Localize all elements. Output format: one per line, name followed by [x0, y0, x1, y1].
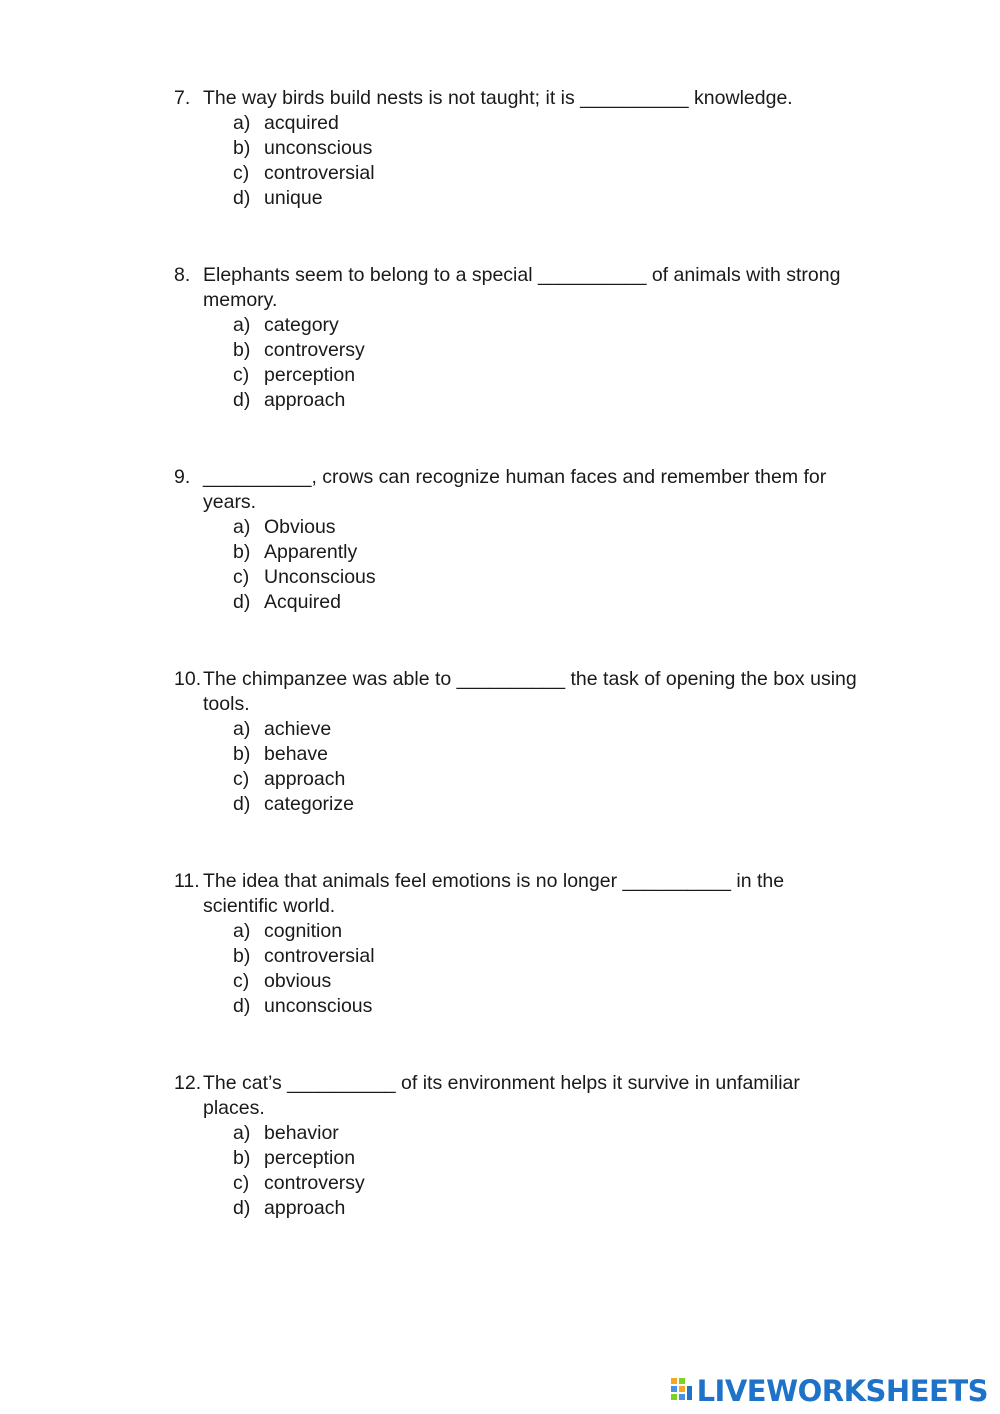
- option-c: [174, 363, 864, 388]
- question-7: [174, 86, 864, 211]
- option-list: [174, 515, 864, 615]
- question-11: [174, 869, 864, 1019]
- option-letter: c): [233, 970, 250, 992]
- option-letter: a): [233, 314, 251, 336]
- question-9: [174, 465, 864, 615]
- option-letter: c): [233, 1172, 250, 1194]
- option-a: [174, 1121, 864, 1146]
- option-c: [174, 1171, 864, 1196]
- option-text: perception: [264, 364, 356, 386]
- option-letter: a): [233, 920, 251, 942]
- option-letter: b): [233, 541, 251, 563]
- option-a: [174, 515, 864, 540]
- question-number: 10.: [174, 668, 202, 690]
- option-text: unconscious: [264, 137, 373, 159]
- option-c: [174, 767, 864, 792]
- option-a: [174, 111, 864, 136]
- question-number: 8.: [174, 264, 191, 286]
- option-letter: d): [233, 995, 251, 1017]
- option-text: category: [264, 314, 339, 336]
- question-text: The chimpanzee was able to __________ the task of opening the box using tools.: [203, 668, 857, 715]
- option-d: [174, 1196, 864, 1221]
- question-number: 7.: [174, 87, 191, 109]
- question-text: The idea that animals feel emotions is no longer __________ in the scientific world.: [203, 870, 785, 917]
- option-b: [174, 742, 864, 767]
- option-text: perception: [264, 1147, 356, 1169]
- question-12: [174, 1071, 864, 1221]
- option-c: [174, 969, 864, 994]
- option-d: [174, 590, 864, 615]
- option-b: [174, 338, 864, 363]
- option-a: [174, 717, 864, 742]
- option-text: achieve: [264, 718, 332, 740]
- option-letter: a): [233, 718, 251, 740]
- option-text: obvious: [264, 970, 332, 992]
- option-b: [174, 540, 864, 565]
- option-letter: c): [233, 364, 250, 386]
- option-letter: d): [233, 793, 251, 815]
- option-text: Obvious: [264, 516, 336, 538]
- question-8: [174, 263, 864, 413]
- option-text: unique: [264, 187, 323, 209]
- question-text: The way birds build nests is not taught; it is __________ knowledge.: [203, 87, 793, 109]
- option-list: [174, 919, 864, 1019]
- option-text: controversial: [264, 162, 375, 184]
- option-letter: d): [233, 591, 251, 613]
- question-text: Elephants seem to belong to a special __________ of animals with strong memory.: [203, 264, 841, 311]
- option-list: [174, 1121, 864, 1221]
- brand-text: LIVEWORKSHEETS: [696, 1374, 988, 1408]
- option-text: behave: [264, 743, 328, 765]
- option-letter: a): [233, 516, 251, 538]
- question-number: 11.: [174, 870, 200, 892]
- option-text: controversy: [264, 1172, 365, 1194]
- option-letter: c): [233, 768, 250, 790]
- option-text: Unconscious: [264, 566, 376, 588]
- option-a: [174, 919, 864, 944]
- question-text: The cat’s __________ of its environment helps it survive in unfamiliar places.: [203, 1072, 800, 1119]
- option-b: [174, 1146, 864, 1171]
- option-letter: b): [233, 137, 251, 159]
- option-text: cognition: [264, 920, 343, 942]
- question-number: 9.: [174, 466, 191, 488]
- question-number: 12.: [174, 1072, 202, 1094]
- option-letter: d): [233, 187, 251, 209]
- option-list: [174, 313, 864, 413]
- option-c: [174, 565, 864, 590]
- option-letter: b): [233, 743, 251, 765]
- option-text: Apparently: [264, 541, 358, 563]
- option-text: categorize: [264, 793, 354, 815]
- option-text: behavior: [264, 1122, 339, 1144]
- option-letter: a): [233, 1122, 251, 1144]
- option-d: [174, 388, 864, 413]
- option-text: unconscious: [264, 995, 373, 1017]
- option-letter: c): [233, 162, 250, 184]
- question-text: __________, crows can recognize human faces and remember them for years.: [203, 466, 827, 513]
- option-letter: d): [233, 1197, 251, 1219]
- option-b: [174, 136, 864, 161]
- option-text: approach: [264, 1197, 346, 1219]
- option-list: [174, 717, 864, 817]
- option-list: [174, 111, 864, 211]
- option-text: controversy: [264, 339, 365, 361]
- option-d: [174, 792, 864, 817]
- option-text: acquired: [264, 112, 339, 134]
- option-text: Acquired: [264, 591, 341, 613]
- option-letter: b): [233, 339, 251, 361]
- option-text: approach: [264, 768, 346, 790]
- option-b: [174, 944, 864, 969]
- option-letter: b): [233, 945, 251, 967]
- option-d: [174, 994, 864, 1019]
- option-text: controversial: [264, 945, 375, 967]
- liveworksheets-logo-icon: [671, 1378, 693, 1404]
- question-10: [174, 667, 864, 817]
- option-letter: b): [233, 1147, 251, 1169]
- option-text: approach: [264, 389, 346, 411]
- option-c: [174, 161, 864, 186]
- liveworksheets-brand[interactable]: [671, 1374, 988, 1408]
- option-a: [174, 313, 864, 338]
- option-letter: a): [233, 112, 251, 134]
- option-d: [174, 186, 864, 211]
- option-letter: d): [233, 389, 251, 411]
- option-letter: c): [233, 566, 250, 588]
